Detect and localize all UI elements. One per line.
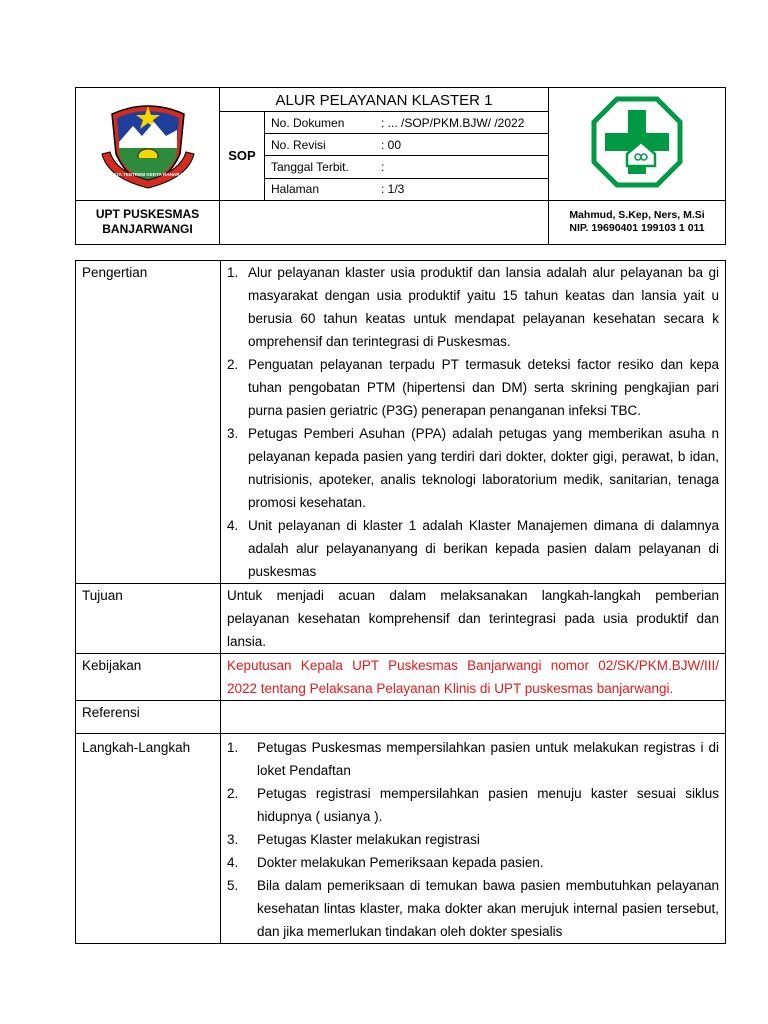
row-label: Pengertian [76,261,221,584]
unit-name [76,200,220,244]
meta-row [265,134,549,156]
list-item: 1. Alur pelayanan klaster usia produktif dan lansia adalah alur pelayanan ba gi masyarakat dengan usia produktif yaitu 15 tahun keatas dan lansia yait u berusia 60 tahun keatas untuk mendapat pelayanan kesehatan secara k omprehensif dan terintegrasi di Puskesmas. [227,265,719,349]
row-content [221,734,726,944]
list-item: 2. Penguatan pelayanan terpadu PT termasuk deteksi factor resiko dan kepa tuhan pengobatan PTM (hipertensi dan DM) serta skrining pengkajian pari purna pasien geriatric (P3G) penerapan penanganan infeksi TBC. [227,357,719,418]
row-content: Untuk menjadi acuan dalam melaksanakan langkah-langkah pemberian pelayanan kesehatan komprehensif dan terintegrasi pada usia produktif dan lansia. [221,584,726,654]
meta-value: : ... /SOP/PKM.BJW/ /2022 [381,115,525,130]
row-langkah [76,734,726,944]
puskesmas-logo-cell [549,88,726,201]
row-label: Langkah-Langkah [76,734,221,944]
meta-row [265,112,549,134]
signer-name: Mahmud, S.Kep, Ners, M.Si [569,209,705,222]
row-content [221,261,726,584]
unit-line: BANJARWANGI [102,222,193,237]
row-label: Tujuan [76,584,221,654]
meta-value: : [381,159,385,174]
list-item: 5. Bila dalam pemeriksaan di temukan bawa pasien membutuhkan pelayanan kesehatan lintas klaster, maka dokter akan merujuk internal pasien tersebut, dan jika memerlukan tindakan oleh dokter spesialis [227,878,719,939]
meta-key: Tanggal Terbit. [271,159,349,174]
puskesmas-logo [591,96,683,188]
logo-motto: TATA TENTREM KERTA RAHARJA [110,172,185,178]
row-label: Kebijakan [76,654,221,701]
list-item: 4. Unit pelayanan di klaster 1 adalah Klaster Manajemen dimana di dalamnya adalah alur pelayananyang di berikan kepada pasien dalam pelayanan di puskesmas [227,518,719,579]
list-item: 2. Petugas registrasi mempersilahkan pasien menuju kaster sesuai siklus hidupnya ( usianya ). [227,786,719,824]
meta-value: : 00 [381,137,402,152]
meta-row [265,178,549,200]
list-item: 3. Petugas Klaster melakukan registrasi [227,832,480,847]
meta-key: No. Revisi [271,137,326,152]
regency-logo-cell [76,88,220,201]
row-content: Keputusan Kepala UPT Puskesmas Banjarwangi nomor 02/SK/PKM.BJW/III/ 2022 tentang Pelaksana Pelayanan Klinis di UPT puskesmas banjarwangi. [221,654,726,701]
signer-nip: NIP. 19690401 199103 1 011 [569,222,705,235]
signer-block [549,200,726,244]
sop-header-table [75,87,726,245]
meta-value: : 1/3 [381,182,405,197]
row-kebijakan [76,654,726,701]
row-tujuan [76,584,726,654]
document-title: ALUR PELAYANAN KLASTER 1 [220,88,549,112]
empty-cell [220,200,549,244]
row-referensi [76,701,726,734]
unit-line: UPT PUSKESMAS [95,207,200,222]
row-label: Referensi [76,701,221,734]
list-item: 3. Petugas Pemberi Asuhan (PPA) adalah petugas yang memberikan asuha n pelayanan kepada pasien yang terdiri dari dokter, dokter gigi, perawat, b idan, nutrisionis, apoteker, analis teknologi laboratorium medik, sanitarian, tenaga promosi kesehatan. [227,426,719,510]
meta-key: No. Dokumen [271,115,345,130]
list-item: 4. Dokter melakukan Pemeriksaan kepada pasien. [227,855,544,870]
row-content [221,701,726,734]
garut-regency-logo [98,92,198,192]
sop-content-table [75,260,726,944]
sop-label: SOP [220,112,265,201]
meta-row [265,156,549,178]
meta-key: Halaman [271,182,320,197]
list-item: 1. Petugas Puskesmas mempersilahkan pasien untuk melakukan registras i di loket Pendaftan [227,740,719,778]
row-pengertian [76,261,726,584]
